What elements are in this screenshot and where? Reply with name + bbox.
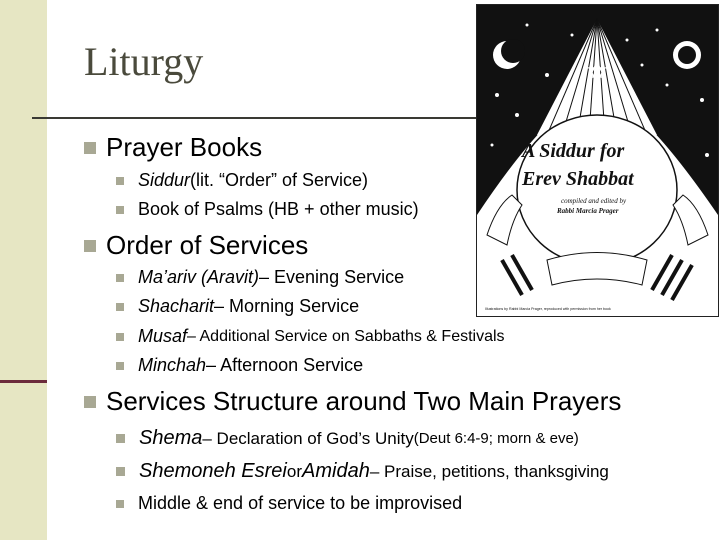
item-text: – Declaration of God’s Unity xyxy=(202,428,414,448)
item-text: – Morning Service xyxy=(214,296,360,316)
item-italic: Musaf xyxy=(138,326,188,346)
list-item-siddur xyxy=(116,170,368,191)
bullet-square-icon xyxy=(116,303,124,311)
item-text: Middle & end of service to be improvised xyxy=(138,493,463,513)
list-item-maariv xyxy=(116,267,404,288)
item-italic: Shema xyxy=(139,427,203,449)
bullet-square-icon xyxy=(116,206,124,214)
cover-title-line2: Erev Shabbat xyxy=(522,168,634,190)
cover-title-line1: A Siddur for xyxy=(522,140,625,162)
item-text: (lit. “Order” of Service) xyxy=(190,170,369,190)
item-text: – Additional Service on Sabbaths & Festivals xyxy=(187,327,505,345)
list-item-improvised xyxy=(116,493,462,514)
slide-title: Liturgy xyxy=(84,39,204,84)
item-italic: Shemoneh Esrei xyxy=(139,460,287,482)
list-item-shacharit xyxy=(116,296,359,317)
bullet-square-icon xyxy=(116,274,124,282)
cover-credit-line1: compiled and edited by xyxy=(561,197,627,205)
bullet-square-icon xyxy=(84,396,96,408)
bullet-square-icon xyxy=(84,240,96,252)
section-label: Services Structure around Two Main Prayers xyxy=(106,386,622,416)
bullet-square-icon xyxy=(116,500,124,508)
item-italic-2: Amidah xyxy=(302,460,370,482)
cover-credit-line2: Rabbi Marcia Prager xyxy=(557,207,619,215)
bullet-square-icon xyxy=(116,434,125,443)
bullet-square-icon xyxy=(116,467,125,476)
item-text: – Afternoon Service xyxy=(206,355,364,375)
section-order-of-services xyxy=(84,230,308,261)
list-item-amidah xyxy=(116,460,609,483)
section-label: Prayer Books xyxy=(106,132,263,162)
item-italic: Shacharit xyxy=(138,296,215,316)
bullet-square-icon xyxy=(116,333,124,341)
item-text: – Evening Service xyxy=(259,267,405,287)
cover-footer: Illustrations by Rabbi Marcia Prager, reproduced with permission from her book xyxy=(485,307,611,311)
bullet-square-icon xyxy=(84,142,96,154)
item-text-2: – Praise, petitions, thanksgiving xyxy=(369,461,609,481)
list-item-musaf xyxy=(116,326,505,347)
item-text: Book of Psalms (HB + other music) xyxy=(138,199,419,219)
section-prayer-books xyxy=(84,132,262,163)
bullet-square-icon xyxy=(116,362,124,370)
item-italic: Ma’ariv (Aravit) xyxy=(138,267,260,287)
item-italic: Siddur xyxy=(138,170,191,190)
item-reference: (Deut 6:4-9; morn & eve) xyxy=(413,430,579,447)
list-item-shema xyxy=(116,427,579,450)
section-services-structure xyxy=(84,386,621,417)
section-label: Order of Services xyxy=(106,230,309,260)
list-item-psalms xyxy=(116,199,419,220)
item-italic: Minchah xyxy=(138,355,207,375)
list-item-minchah xyxy=(116,355,363,376)
item-text: or xyxy=(286,461,302,481)
bullet-square-icon xyxy=(116,177,124,185)
